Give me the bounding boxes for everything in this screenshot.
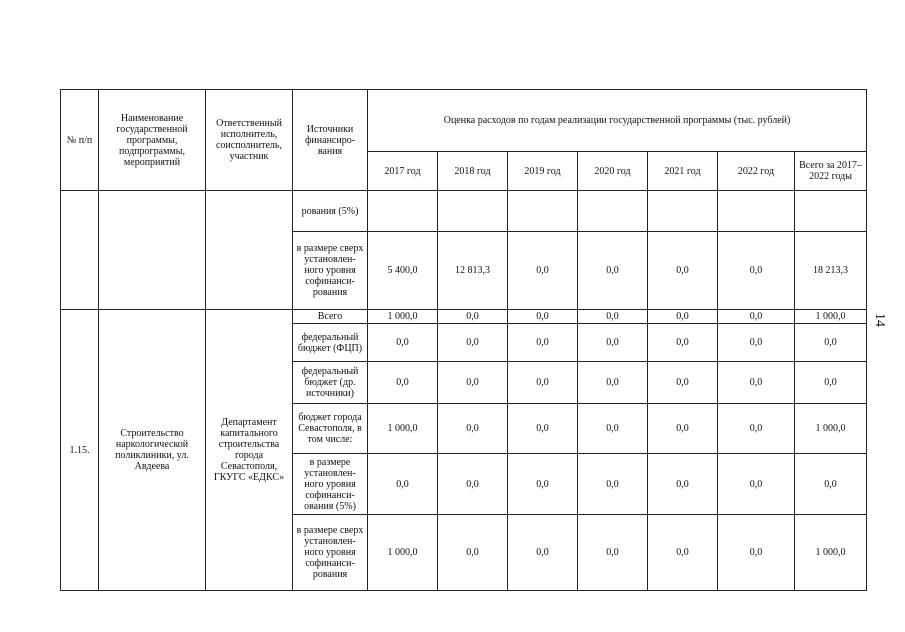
- value-cell: [795, 191, 867, 232]
- value-cell: 0,0: [795, 362, 867, 404]
- value-cell: 0,0: [578, 454, 648, 515]
- value-cell: 0,0: [578, 324, 648, 362]
- header-program-name: Наименование государственной программы, подпрограммы, мероприятий: [99, 90, 206, 191]
- value-cell: 5 400,0: [368, 232, 438, 310]
- value-cell: 1 000,0: [368, 404, 438, 454]
- value-cell: 0,0: [648, 310, 718, 324]
- value-cell: 0,0: [368, 324, 438, 362]
- value-cell: 18 213,3: [795, 232, 867, 310]
- value-cell: [578, 191, 648, 232]
- value-cell: 0,0: [648, 515, 718, 591]
- value-cell: 0,0: [368, 454, 438, 515]
- value-cell: 0,0: [508, 324, 578, 362]
- header-funding-source: Источники финансиро-вания: [293, 90, 368, 191]
- funding-source-cell: в размере сверх установлен-ного уровня софинанси-рования: [293, 515, 368, 591]
- value-cell: 0,0: [508, 362, 578, 404]
- value-cell: 0,0: [648, 454, 718, 515]
- value-cell: 1 000,0: [795, 515, 867, 591]
- header-responsible: Ответственный исполнитель, соисполнитель, участник: [206, 90, 293, 191]
- item-number: 1.15.: [61, 310, 99, 591]
- header-year: 2018 год: [438, 152, 508, 191]
- funding-source-cell: в размере сверх установлен-ного уровня софинанси-рования: [293, 232, 368, 310]
- value-cell: 0,0: [718, 310, 795, 324]
- value-cell: 0,0: [368, 362, 438, 404]
- header-year: 2019 год: [508, 152, 578, 191]
- value-cell: [368, 191, 438, 232]
- value-cell: 0,0: [508, 404, 578, 454]
- cell-empty: [61, 191, 99, 310]
- value-cell: 0,0: [508, 454, 578, 515]
- value-cell: 0,0: [648, 324, 718, 362]
- value-cell: 0,0: [578, 362, 648, 404]
- value-cell: 0,0: [718, 232, 795, 310]
- value-cell: 0,0: [578, 232, 648, 310]
- value-cell: 0,0: [718, 324, 795, 362]
- value-cell: 0,0: [578, 404, 648, 454]
- header-year: 2022 год: [718, 152, 795, 191]
- page-number: 14: [872, 313, 887, 327]
- header-total: Всего за 2017–2022 годы: [795, 152, 867, 191]
- value-cell: 0,0: [718, 515, 795, 591]
- table-row: [61, 310, 867, 324]
- value-cell: 1 000,0: [368, 515, 438, 591]
- value-cell: 1 000,0: [795, 404, 867, 454]
- budget-table: [60, 89, 867, 591]
- header-year: 2017 год: [368, 152, 438, 191]
- funding-source-cell: бюджет города Севастополя, в том числе:: [293, 404, 368, 454]
- value-cell: [718, 191, 795, 232]
- header-estimate: Оценка расходов по годам реализации государственной программы (тыс. рублей): [368, 90, 867, 152]
- value-cell: 0,0: [718, 454, 795, 515]
- value-cell: 1 000,0: [368, 310, 438, 324]
- value-cell: 1 000,0: [795, 310, 867, 324]
- value-cell: 0,0: [438, 324, 508, 362]
- value-cell: 0,0: [438, 310, 508, 324]
- value-cell: 0,0: [508, 515, 578, 591]
- header-year: 2021 год: [648, 152, 718, 191]
- cell-empty: [99, 191, 206, 310]
- funding-source-cell: Всего: [293, 310, 368, 324]
- value-cell: 0,0: [438, 454, 508, 515]
- value-cell: 12 813,3: [438, 232, 508, 310]
- table-row: [61, 191, 867, 232]
- funding-source-cell: федеральный бюджет (др. источники): [293, 362, 368, 404]
- header-year: 2020 год: [578, 152, 648, 191]
- funding-source-cell: федеральный бюджет (ФЦП): [293, 324, 368, 362]
- value-cell: 0,0: [438, 362, 508, 404]
- value-cell: [648, 191, 718, 232]
- funding-source-cell: в размере установлен-ного уровня софинанси-ования (5%): [293, 454, 368, 515]
- value-cell: 0,0: [648, 404, 718, 454]
- value-cell: 0,0: [578, 310, 648, 324]
- header-number: № п/п: [61, 90, 99, 191]
- value-cell: 0,0: [438, 515, 508, 591]
- value-cell: 0,0: [438, 404, 508, 454]
- value-cell: [438, 191, 508, 232]
- value-cell: 0,0: [718, 404, 795, 454]
- item-name: Строительство наркологической поликлиники, ул. Авдеева: [99, 310, 206, 591]
- cell-empty: [206, 191, 293, 310]
- value-cell: 0,0: [648, 232, 718, 310]
- value-cell: 0,0: [718, 362, 795, 404]
- item-responsible: Департамент капитального строительства города Севастополя, ГКУГС «ЕДКС»: [206, 310, 293, 591]
- value-cell: 0,0: [508, 310, 578, 324]
- value-cell: [508, 191, 578, 232]
- value-cell: 0,0: [508, 232, 578, 310]
- value-cell: 0,0: [795, 454, 867, 515]
- value-cell: 0,0: [578, 515, 648, 591]
- funding-source-cell: рования (5%): [293, 191, 368, 232]
- value-cell: 0,0: [648, 362, 718, 404]
- value-cell: 0,0: [795, 324, 867, 362]
